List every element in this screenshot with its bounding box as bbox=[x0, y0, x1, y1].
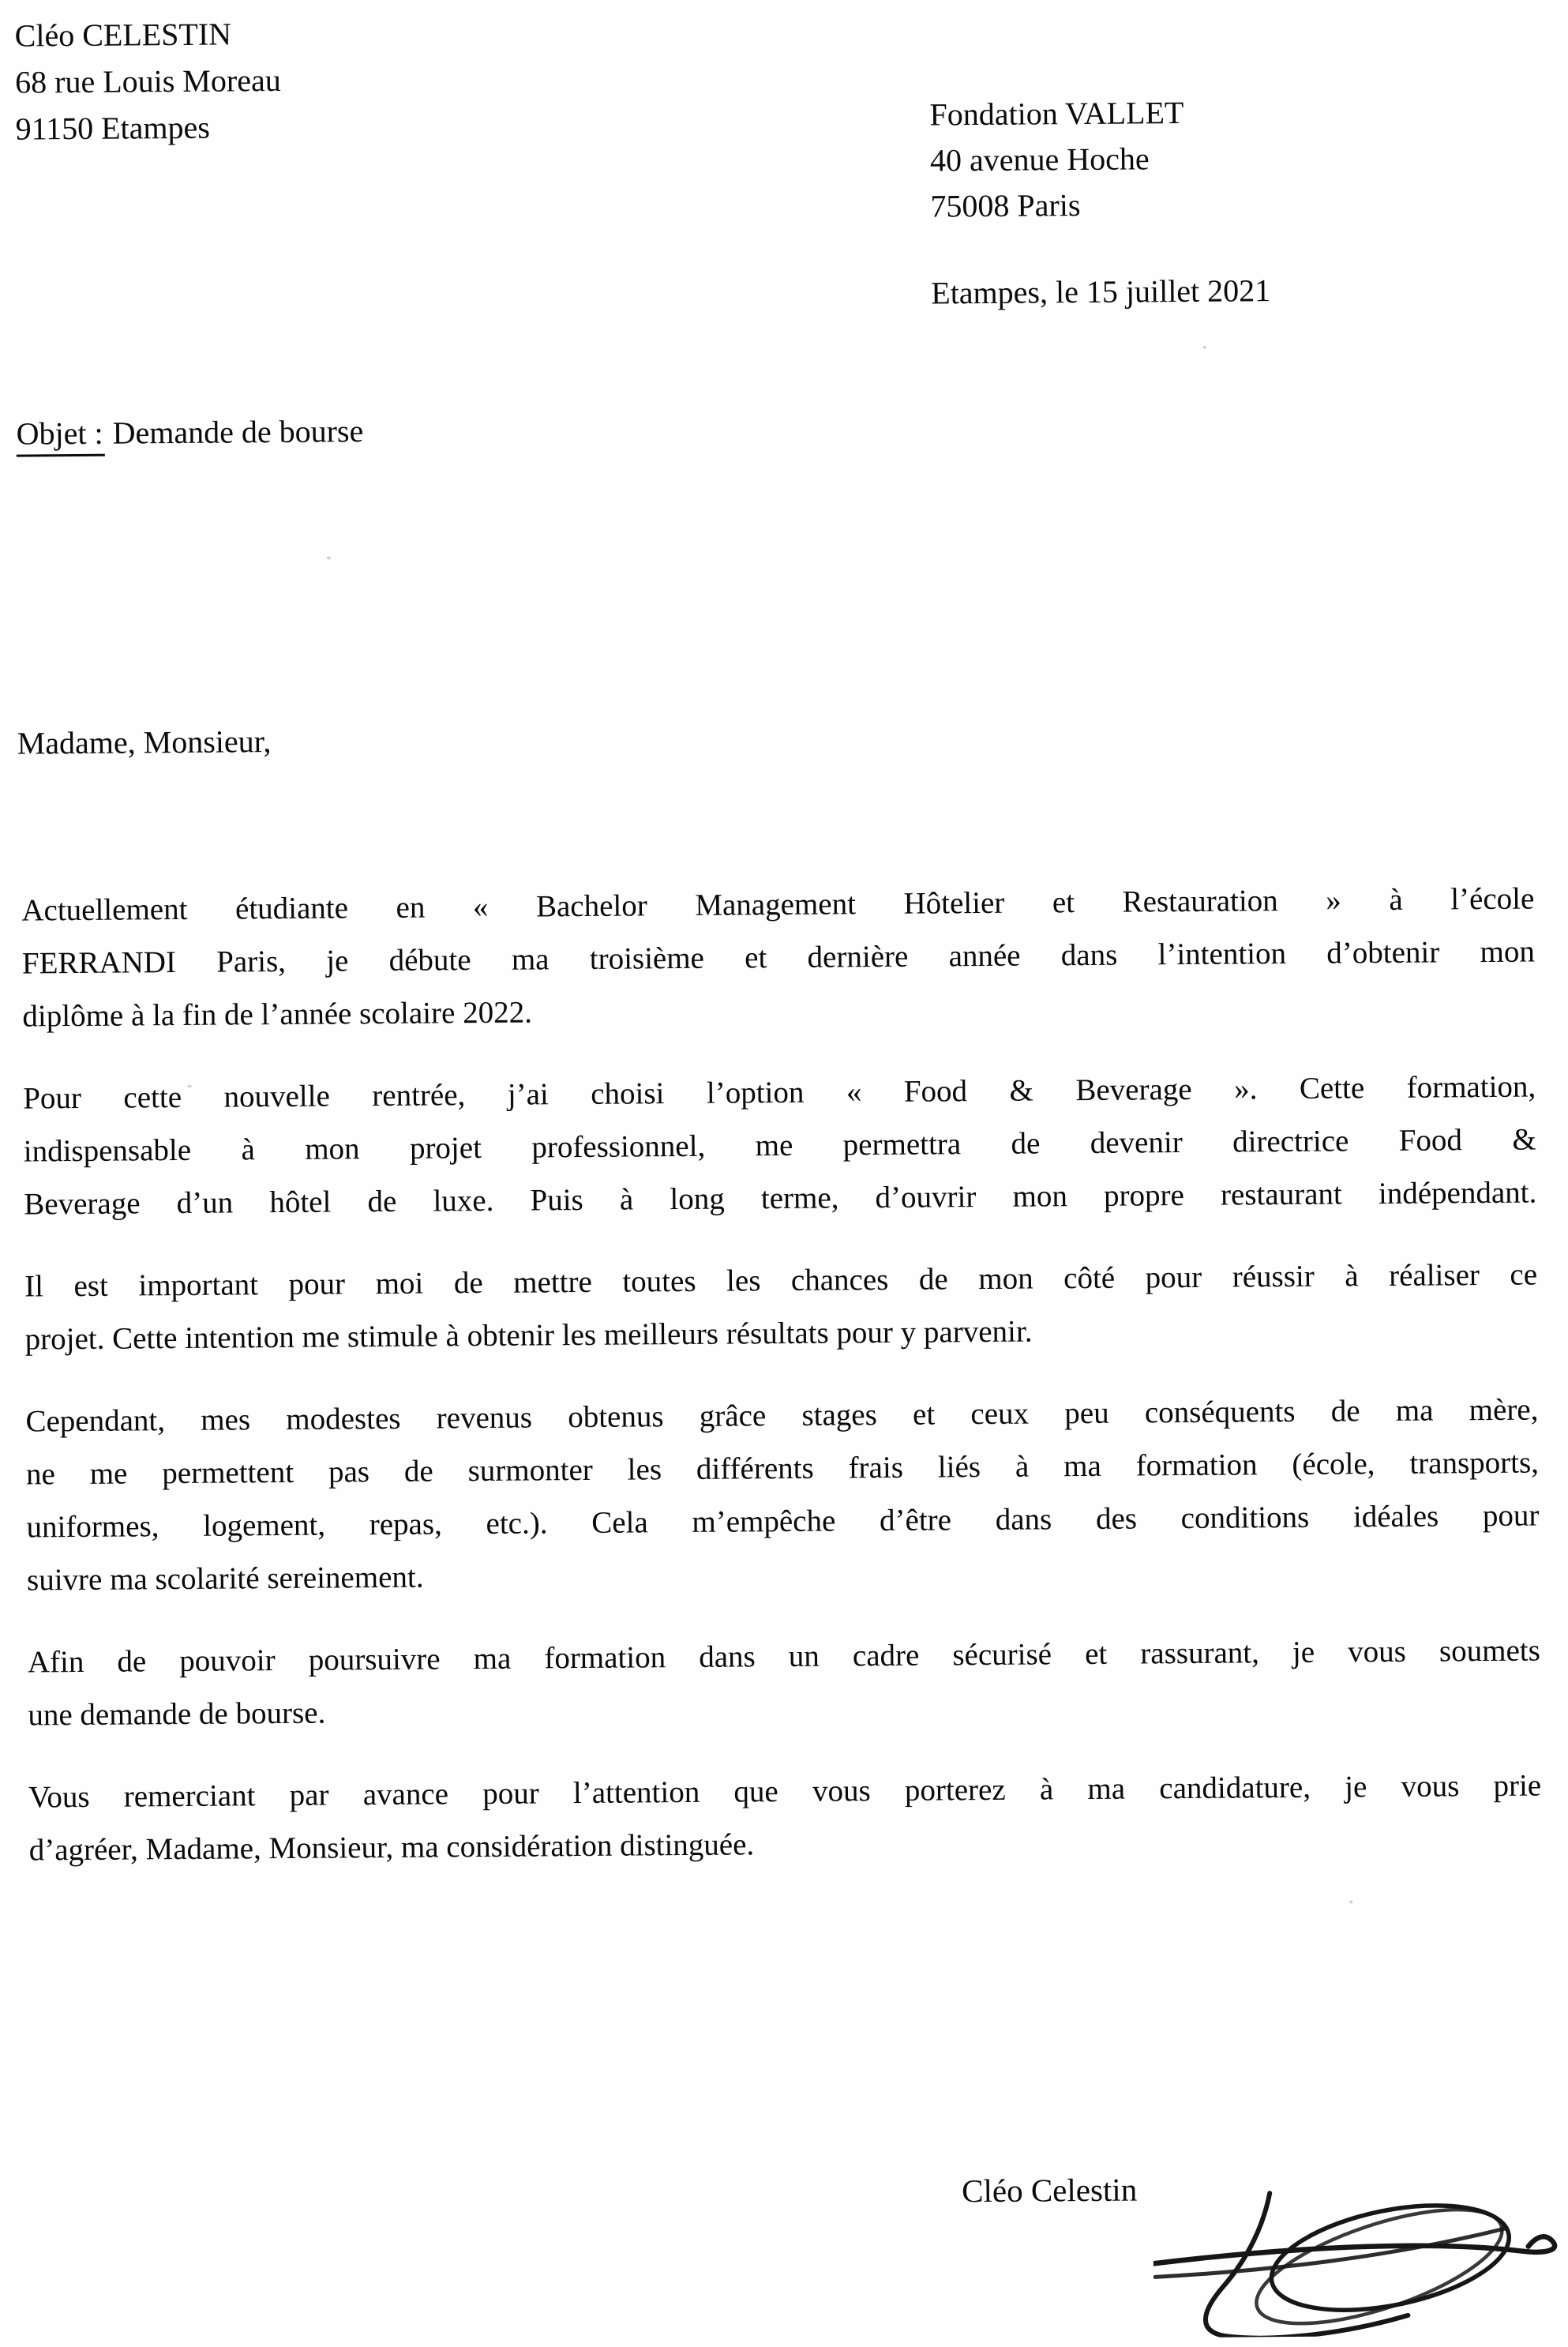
body-line: une demande de bourse. bbox=[28, 1695, 326, 1733]
body-line: Cependant, mes modestes revenus obtenus grâce stages et ceux peu conséquents de ma mère, bbox=[25, 1392, 1539, 1439]
body-line: d’agréer, Madame, Monsieur, ma considération distinguée. bbox=[28, 1827, 755, 1868]
subject-text: Demande de bourse bbox=[112, 413, 364, 451]
scan-speck bbox=[1349, 1900, 1352, 1903]
body-paragraph bbox=[28, 1624, 1541, 1741]
recipient-address-line: 75008 Paris bbox=[930, 187, 1081, 224]
body-line: FERRANDI Paris, je débute ma troisième et dernière année dans l’intention d’obtenir mon bbox=[21, 934, 1536, 981]
body-paragraph bbox=[25, 1384, 1540, 1607]
body-paragraph bbox=[21, 873, 1536, 1043]
salutation: Madame, Monsieur, bbox=[17, 723, 272, 761]
body-line: Afin de pouvoir poursuivre ma formation dans un cadre sécurisé et rassurant, je vous soumets bbox=[27, 1633, 1540, 1680]
recipient-name: Fondation VALLET bbox=[929, 94, 1184, 133]
sender-name: Cléo CELESTIN bbox=[14, 16, 232, 54]
body-line: suivre ma scolarité sereinement. bbox=[26, 1560, 424, 1598]
subject-label: Objet : bbox=[16, 415, 104, 457]
body-line: Beverage d’un hôtel de luxe. Puis à long terme, d’ouvrir mon propre restaurant indépendant. bbox=[24, 1175, 1537, 1222]
signature-typed-name: Cléo Celestin bbox=[961, 2171, 1138, 2210]
scan-speck bbox=[1203, 346, 1206, 349]
body-line: Il est important pour moi de mettre toutes les chances de mon côté pour réussir à réaliser ce bbox=[24, 1257, 1538, 1304]
body-paragraph bbox=[24, 1249, 1538, 1366]
body-line: indispensable à mon projet professionnel, me permettra de devenir directrice Food & bbox=[23, 1122, 1536, 1169]
scan-speck bbox=[187, 1085, 192, 1087]
scan-speck bbox=[327, 556, 331, 559]
subject-line bbox=[16, 412, 363, 456]
date-line: Etampes, le 15 juillet 2021 bbox=[931, 272, 1271, 311]
body-line: ne me permettent pas de surmonter les différents frais liés à ma formation (école, transports, bbox=[25, 1445, 1540, 1492]
letter-body bbox=[21, 873, 1542, 1906]
body-line: Pour cette nouvelle rentrée, j’ai choisi l’option « Food & Beverage ». Cette formation, bbox=[23, 1069, 1536, 1116]
sender-address-line: 68 rue Louis Moreau bbox=[14, 62, 281, 100]
body-line: Vous remerciant par avance pour l’attention que vous porterez à ma candidature, je vous prie bbox=[28, 1768, 1542, 1815]
recipient-address-line: 40 avenue Hoche bbox=[929, 141, 1150, 178]
sender-address-line: 91150 Etampes bbox=[15, 109, 211, 147]
body-line: projet. Cette intention me stimule à obtenir les meilleurs résultats pour y parvenir. bbox=[24, 1314, 1033, 1357]
body-line: diplôme à la fin de l’année scolaire 2022. bbox=[22, 995, 533, 1034]
body-line: uniformes, logement, repas, etc.). Cela m’empêche d’être dans des conditions idéales pour bbox=[26, 1498, 1540, 1545]
handwritten-signature bbox=[1153, 2183, 1568, 2338]
recipient-address-block bbox=[929, 90, 1184, 230]
body-line: Actuellement étudiante en « Bachelor Management Hôtelier et Restauration » à l’école bbox=[21, 881, 1535, 928]
sender-address-block bbox=[14, 10, 281, 152]
body-paragraph bbox=[28, 1759, 1542, 1876]
body-paragraph bbox=[23, 1061, 1537, 1231]
